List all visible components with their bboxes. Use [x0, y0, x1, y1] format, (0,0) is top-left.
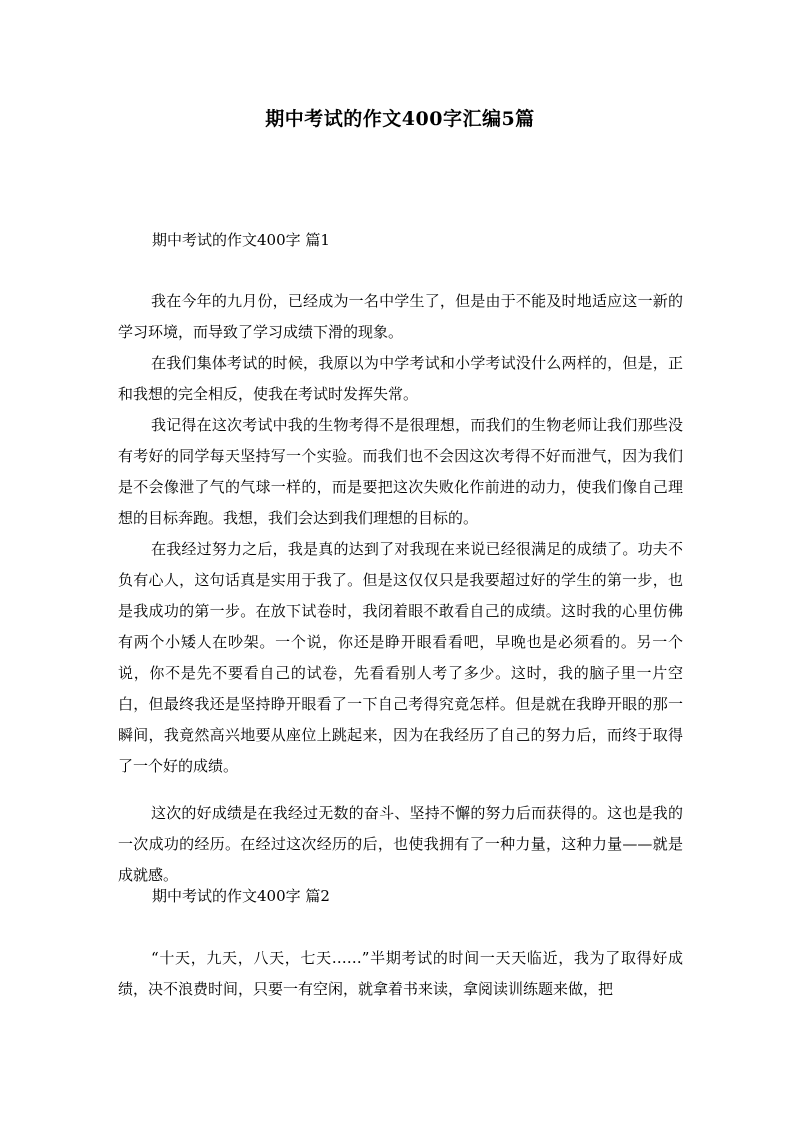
paragraph: 在我们集体考试的时候，我原以为中学考试和小学考试没什么两样的，但是，正和我想的完全相反，使我在考试时发挥失常。 [118, 354, 683, 403]
document-title: 期中考试的作文400字汇编5篇 [265, 108, 535, 130]
section-heading-2: 期中考试的作文400字 篇2 [152, 887, 330, 905]
paragraph: 我记得在这次考试中我的生物考得不是很理想，而我们的生物老师让我们那些没有考好的同学每天坚持写一个实验。而我们也不会因这次考得不好而泄气，因为我们是不会像泄了气的气球一样的，而是要把这次失败化作前进的动力，使我们像自己理想的目标奔跑。我想，我们会达到我们理想的目标的。 [118, 416, 683, 527]
section-heading-1: 期中考试的作文400字 篇1 [152, 231, 330, 249]
paragraph: 我在今年的九月份，已经成为一名中学生了，但是由于不能及时地适应这一新的学习环境，而导致了学习成绩下滑的现象。 [118, 292, 683, 341]
paragraph: 在我经过努力之后，我是真的达到了对我现在来说已经很满足的成绩了。功夫不负有心人，这句话真是实用于我了。但是这仅仅只是我要超过好的学生的第一步，也是我成功的第一步。在放下试卷时，我闭着眼不敢看自己的成绩。这时我的心里仿佛有两个小矮人在吵架。一个说，你还是睁开眼看看吧，早晚也是必须看的。另一个说，你不是先不要看自己的试卷，先看看别人考了多少。这时，我的脑子里一片空白，但最终我还是坚持睁开眼看了一下自己考得究竟怎样。但是就在我睁开眼的那一瞬间，我竟然高兴地要从座位上跳起来，因为在我经历了自己的努力后，而终于取得了一个好的成绩。 [118, 540, 683, 775]
paragraph: “十天，九天，八天，七天……”半期考试的时间一天天临近，我为了取得好成绩，决不浪费时间，只要一有空闲，就拿着书来读，拿阅读训练题来做，把 [118, 949, 683, 998]
paragraph: 这次的好成绩是在我经过无数的奋斗、坚持不懈的努力后而获得的。这也是我的一次成功的经历。在经过这次经历的后，也使我拥有了一种力量，这种力量——就是成就感。 [118, 804, 683, 884]
